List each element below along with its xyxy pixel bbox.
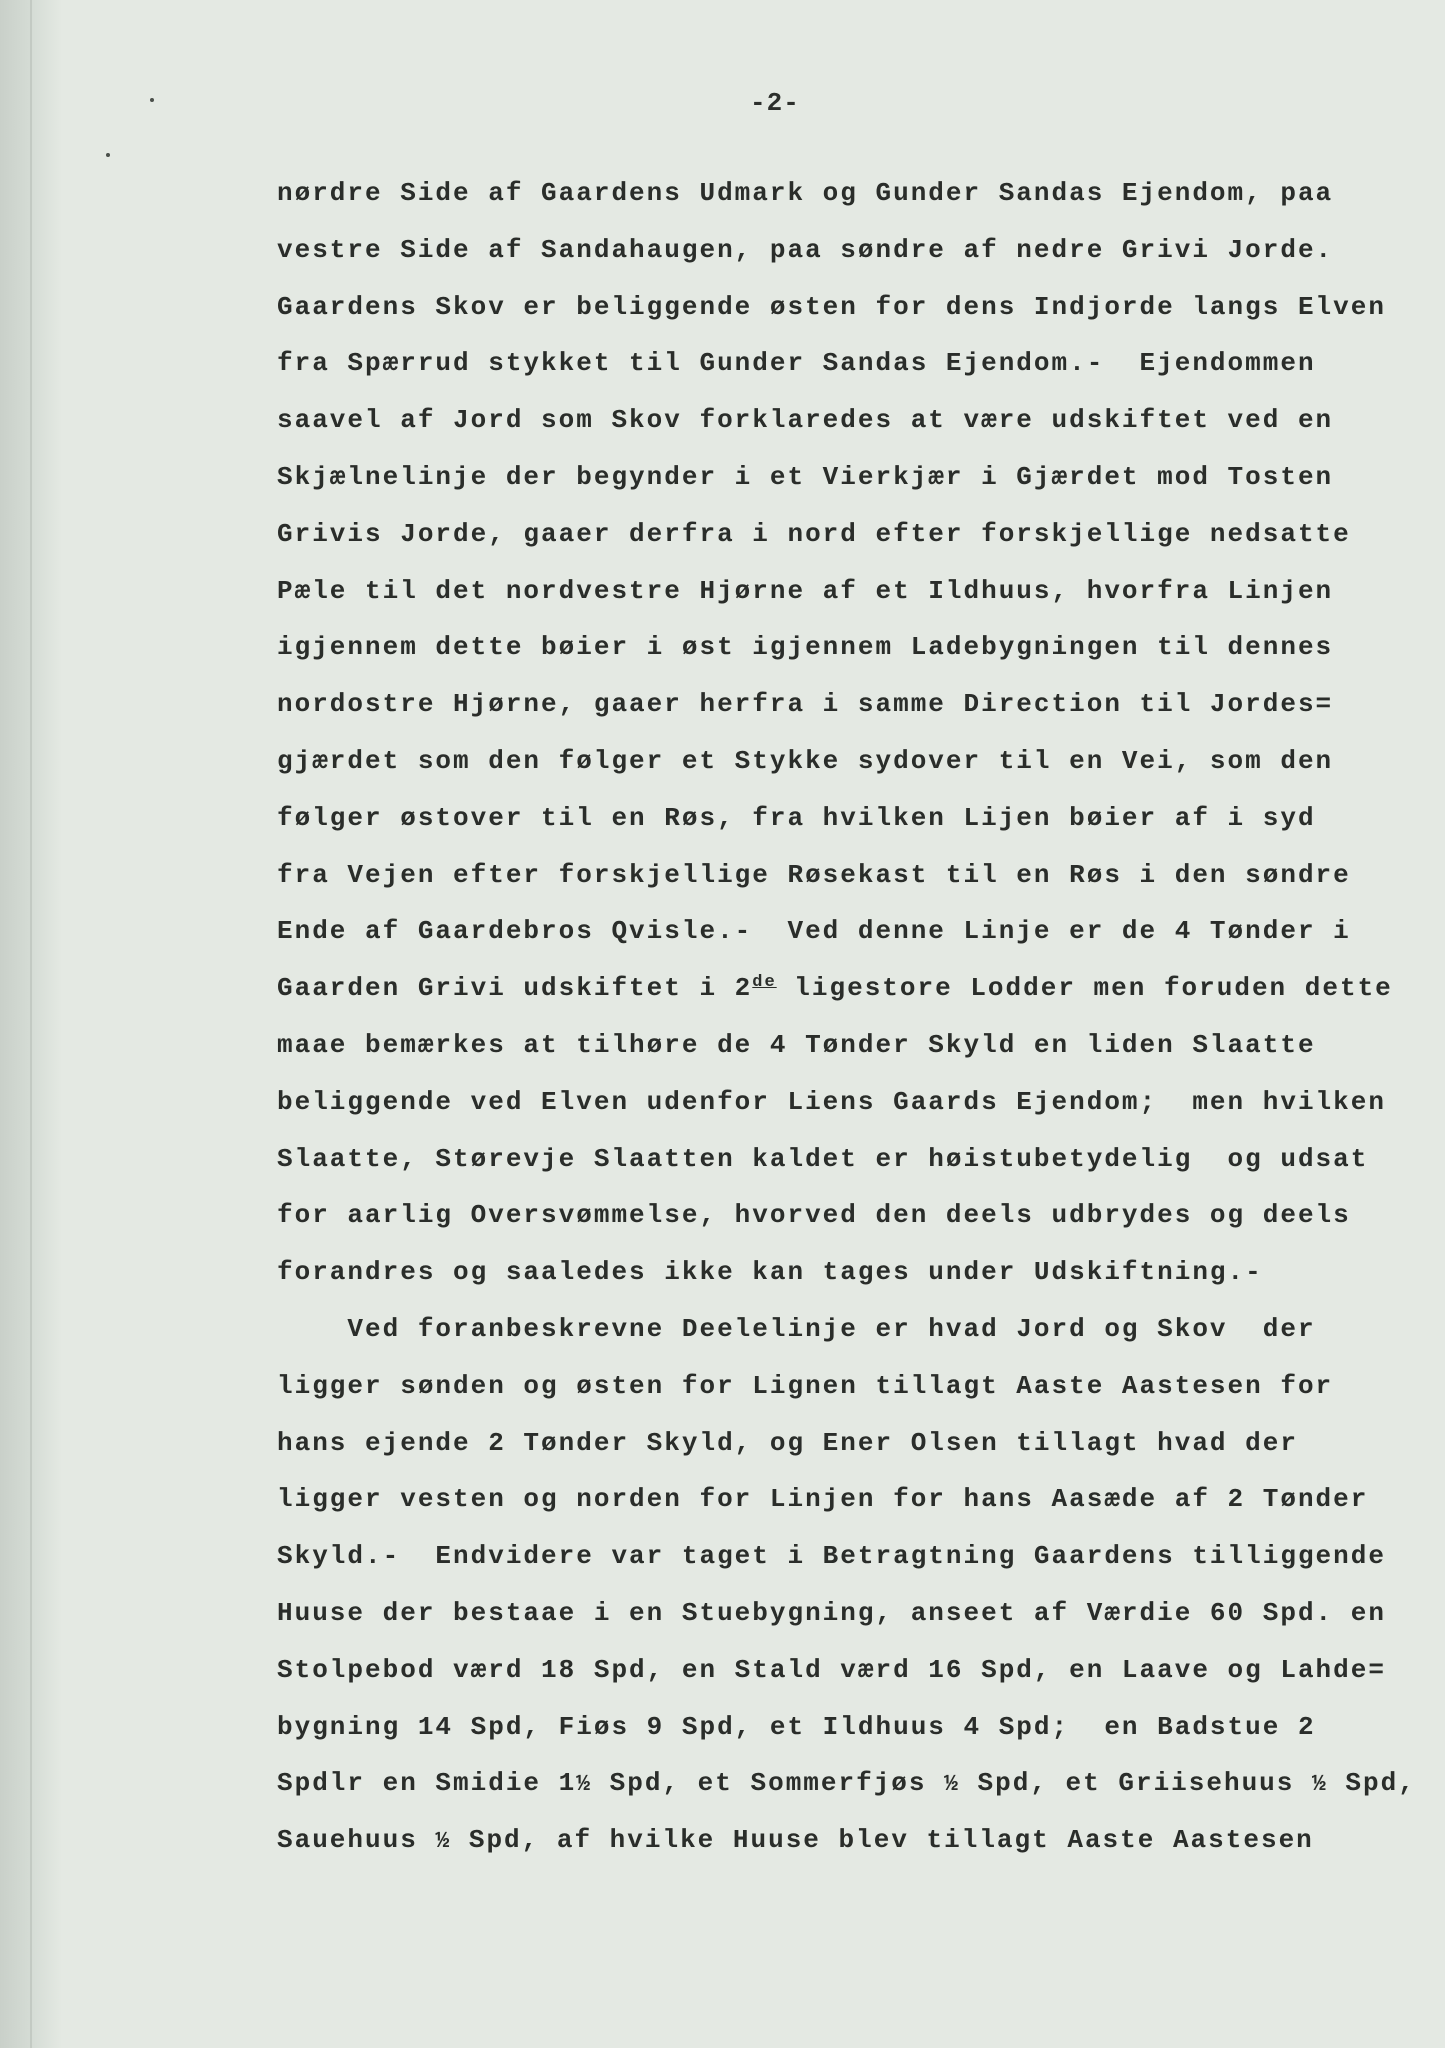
ordinal-superscript: de [752, 973, 777, 993]
text-line: Slaatte, Størevje Slaatten kaldet er høistubetydelig og udsat [277, 1143, 1369, 1174]
text-line: for aarlig Oversvømmelse, hvorved den deels udbrydes og deels [277, 1200, 1351, 1231]
text-line: Huuse der bestaae i en Stuebygning, anseet af Værdie 60 Spd. en [277, 1597, 1386, 1628]
text-line-with-superscript [277, 960, 1427, 1017]
text-line-with-fractions [277, 1755, 1427, 1812]
text-line: Grivis Jorde, gaaer derfra i nord efter forskjellige nedsatte [277, 518, 1351, 549]
text-line-with-fractions [277, 1812, 1427, 1869]
fraction-half: ½ [576, 1771, 593, 1798]
text-line: hans ejende 2 Tønder Skyld, og Ener Olsen tillagt hvad der [277, 1427, 1298, 1458]
text-segment: Spdlr en Smidie 1 [277, 1768, 577, 1799]
text-line: Ende af Gaardebros Qvisle.- Ved denne Linje er de 4 Tønder i [277, 916, 1351, 947]
text-line: ligger sønden og østen for Lignen tillagt Aaste Aastesen for [277, 1370, 1334, 1401]
fraction-half: ½ [1312, 1771, 1328, 1798]
text-line: Pæle til det nordvestre Hjørne af et Ildhuus, hvorfra Linjen [277, 575, 1334, 606]
text-segment: Spd, et Sommerfjøs [592, 1768, 945, 1799]
text-line: gjærdet som den følger et Stykke sydover til en Vei, som den [277, 745, 1334, 776]
text-line: saavel af Jord som Skov forklaredes at være udskiftet ved en [277, 405, 1334, 436]
paper-speck [106, 153, 110, 157]
text-line: følger østover til en Røs, fra hvilken Lijen bøier af i syd [277, 802, 1316, 833]
text-line: nørdre Side af Gaardens Udmark og Gunder Sandas Ejendom, paa [277, 178, 1334, 208]
text-line: fra Vejen efter forskjellige Røsekast til en Røs i den søndre [277, 859, 1351, 890]
text-segment: Sauehuus [277, 1825, 436, 1856]
text-line: Ved foranbeskrevne Deelelinje er hvad Jord og Skov der [277, 1313, 1316, 1344]
text-line: Stolpebod værd 18 Spd, en Stald værd 16 Spd, en Laave og Lahde= [277, 1654, 1386, 1685]
page-number: -2- [750, 88, 800, 118]
fraction-half: ½ [435, 1828, 452, 1855]
text-line: bygning 14 Spd, Fiøs 9 Spd, et Ildhuus 4 Spd; en Badstue 2 [277, 1711, 1316, 1742]
text-segment: ligestore Lodder men foruden dette [776, 973, 1393, 1004]
text-line: Skyld.- Endvidere var taget i Betragtning Gaardens tilliggende [277, 1541, 1386, 1572]
text-line: vestre Side af Sandahaugen, paa søndre af nedre Grivi Jorde. [277, 234, 1334, 265]
text-line: Gaardens Skov er beliggende østen for dens Indjorde langs Elven [277, 291, 1386, 322]
page-fold-line [30, 0, 32, 2048]
text-line: beliggende ved Elven udenfor Liens Gaards Ejendom; men hvilken [277, 1086, 1386, 1117]
text-segment: Spd, af hvilke Huuse blev tillagt Aaste Aastesen [451, 1825, 1314, 1856]
text-line: Skjælnelinje der begynder i et Vierkjær i Gjærdet mod Tosten [277, 461, 1334, 492]
text-line: nordostre Hjørne, gaaer herfra i samme Direction til Jordes= [277, 689, 1334, 720]
fraction-half: ½ [944, 1771, 960, 1798]
document-body [277, 165, 1427, 1869]
text-segment: Spd, [1327, 1768, 1416, 1799]
text-line: forandres og saaledes ikke kan tages under Udskiftning.- [277, 1257, 1263, 1288]
text-line: ligger vesten og norden for Linjen for hans Aasæde af 2 Tønder [277, 1484, 1369, 1515]
text-line: fra Spærrud stykket til Gunder Sandas Ejendom.- Ejendommen [277, 348, 1316, 379]
text-line: igjennem dette bøier i øst igjennem Ladebygningen til dennes [277, 632, 1334, 663]
paper-speck [150, 98, 154, 102]
text-segment: Spd, et Griisehuus [959, 1768, 1312, 1799]
text-line: maae bemærkes at tilhøre de 4 Tønder Skyld en liden Slaatte [277, 1029, 1316, 1060]
text-segment: Gaarden Grivi udskiftet i 2 [277, 973, 753, 1004]
